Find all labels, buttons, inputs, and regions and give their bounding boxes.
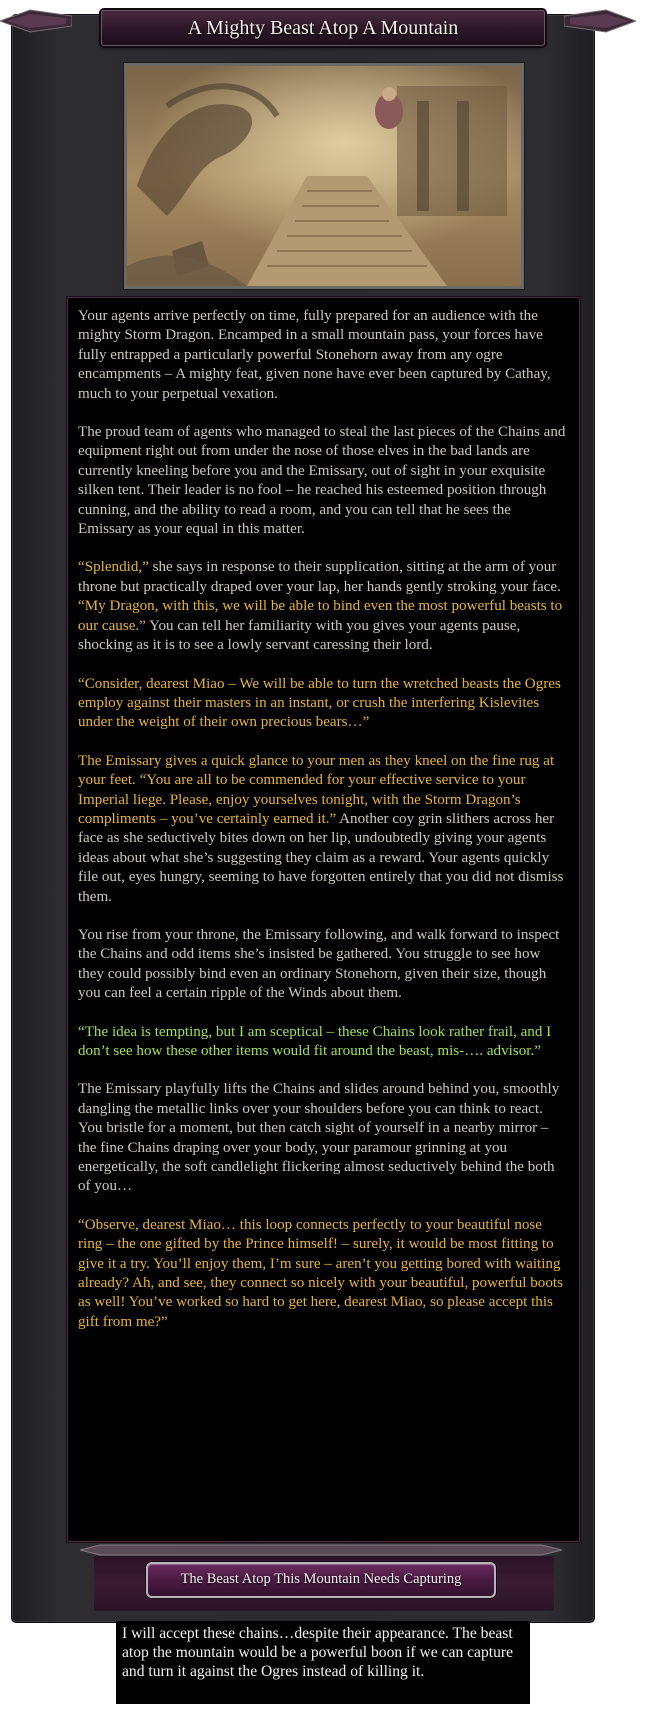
- story-paragraph-9: “Observe, dearest Miao… this loop connects perfectly to your beautiful nose ring – the one gifted by the Prince himself! – surely, it would be most fitting to give it a try. You’ll enjoy them, I’m sure – aren’t you getting bored with waiting already? Ah, and see, they connect so nicely with your beautiful, powerful boots as well! You’ve worked so hard to get here, dearest Miao, so please accept this gift from me?”: [78, 1216, 563, 1330]
- story-paragraph-1: Your agents arrive perfectly on time, fully prepared for an audience with the mighty Storm Dragon. Encamped in a small mountain pass, your forces have fully entrapped a particularly powerful Stonehorn away from any ogre encampments – A mighty feat, given none have ever been captured by Cathay, much to your perpetual vexation.: [78, 308, 551, 402]
- choice-button-capture-beast[interactable]: The Beast Atop This Mountain Needs Capturing: [146, 1562, 496, 1598]
- emissary-quote: “Splendid,”: [78, 559, 149, 576]
- story-paragraph-3: [78, 558, 570, 655]
- divider: [80, 1544, 562, 1556]
- narration: she says in response to their supplication, sitting at the arm of your throne but practically draped over your lap, her hands gently stroking your face.: [78, 559, 561, 595]
- story-paragraph-5: [78, 752, 570, 907]
- right-ornament-icon: [564, 6, 636, 36]
- story-paragraph-4: “Consider, dearest Miao – We will be able to turn the wretched beasts the Ogres employ against their masters in an instant, or crush the interfering Kislevites under the weight of their own precious bears…”: [78, 675, 561, 731]
- story-paragraph-2: The proud team of agents who managed to steal the last pieces of the Chains and equipment right out from under the nose of those elves in the bad lands are currently kneeling before you and the Emissary, out of sight in your exquisite silken tent. Their leader is no fool – he reached his esteemed position through cunning, and the ability to read a room, and you can tell that he sees the Emissary as your equal in this matter.: [78, 424, 566, 538]
- narration: You can tell her familiarity with you gives your agents pause, shocking as it is to see a lowly servant caressing their lord.: [78, 617, 521, 654]
- story-paragraph-6: You rise from your throne, the Emissary following, and walk forward to inspect the Chains and odd items she’s insisted be gathered. You struggle to see how they could possibly bind even an ordinary Stonehorn, given their size, though you can feel a certain ripple of the Winds about them.: [78, 926, 560, 1002]
- story-text-panel: [67, 297, 580, 1542]
- emissary-quote: The Emissary gives a quick glance to your men as they kneel on the fine rug at your feet. “You are all to be commended for your effective service to your Imperial liege. Please, enjoy yourselves tonight, with the Storm Dragon’s compliments – you’ve certainly earned it.”: [78, 752, 555, 827]
- emissary-quote: “My Dragon, with this, we will be able to bind even the most powerful beasts to our cause.”: [78, 598, 563, 634]
- event-illustration: [124, 63, 524, 289]
- choice-tooltip: I will accept these chains…despite their appearance. The beast atop the mountain would be a powerful boon if we can capture and turn it against the Ogres instead of killing it.: [116, 1621, 530, 1704]
- temple-dragon-illustration: [127, 66, 521, 286]
- dialog-title: A Mighty Beast Atop A Mountain: [101, 10, 545, 46]
- story-paragraph-8: The Emissary playfully lifts the Chains and slides around behind you, smoothly dangling the metallic links over your shoulders before you can think to react. You bristle for a moment, but then catch sight of yourself in a nearby mirror – the fine Chains draping over your body, your paramour grinning at you energetically, the soft candlelight flickering almost seductively behind the both of you…: [78, 1081, 560, 1195]
- story-text: [78, 307, 570, 1351]
- story-paragraph-7: “The idea is tempting, but I am sceptical – these Chains look rather frail, and I don’t see how these other items would fit around the beast, mis-…. advisor.”: [78, 1023, 552, 1059]
- narration: Another coy grin slithers across her face as she seductively bites down on her lip, undoubtedly giving your agents ideas about what she’s suggesting they claim as a reward. Your agents quickly file out, eyes hungry, seeming to have forgotten entirely that you did not dismiss them.: [78, 810, 564, 905]
- left-ornament-icon: [0, 6, 72, 36]
